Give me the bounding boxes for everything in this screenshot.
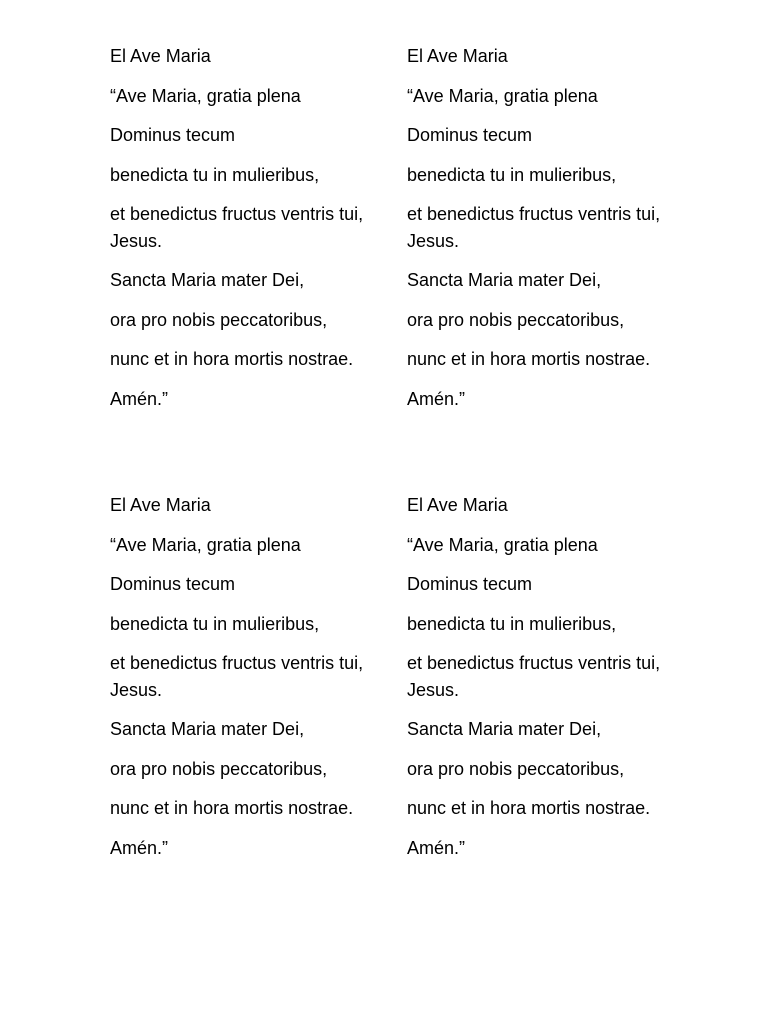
prayer-line: benedicta tu in mulieribus, <box>110 613 320 634</box>
prayer-line: “Ave Maria, gratia plena <box>407 85 598 106</box>
prayer-line: Amén.” <box>110 837 169 858</box>
prayer-line: ora pro nobis peccatoribus, <box>407 309 625 330</box>
prayer-line: Sancta Maria mater Dei, <box>407 719 602 739</box>
prayer-line: “Ave Maria, gratia plena <box>110 534 301 555</box>
prayer-line: Sancta Maria mater Dei, <box>110 719 305 739</box>
prayer-line: “Ave Maria, gratia plena <box>407 534 598 555</box>
prayer-line: Sancta Maria mater Dei, <box>407 270 602 290</box>
prayer-line: Amén.” <box>407 388 466 409</box>
prayer-title: El Ave Maria <box>407 495 508 515</box>
prayer-line: nunc et in hora mortis nostrae. <box>407 798 651 818</box>
prayer-line: ora pro nobis peccatoribus, <box>110 309 328 330</box>
prayer-line: “Ave Maria, gratia plena <box>110 85 301 106</box>
prayer-line: nunc et in hora mortis nostrae. <box>110 798 354 818</box>
prayer-block-bottom-right <box>407 492 667 861</box>
prayer-title: El Ave Maria <box>407 46 508 66</box>
prayer-block-bottom-left <box>110 492 370 861</box>
prayer-line: et benedictus fructus ventris tui, Jesus. <box>407 204 661 251</box>
prayer-line: Dominus tecum <box>110 125 236 145</box>
prayer-line: et benedictus fructus ventris tui, Jesus. <box>110 653 364 700</box>
prayer-line: benedicta tu in mulieribus, <box>407 164 617 185</box>
prayer-line: et benedictus fructus ventris tui, Jesus. <box>407 653 661 700</box>
prayer-line: Amén.” <box>407 837 466 858</box>
prayer-line: Amén.” <box>110 388 169 409</box>
prayer-line: Dominus tecum <box>407 574 533 594</box>
prayer-line: ora pro nobis peccatoribus, <box>407 758 625 779</box>
prayer-line: nunc et in hora mortis nostrae. <box>110 349 354 369</box>
prayer-line: Dominus tecum <box>110 574 236 594</box>
prayer-line: Dominus tecum <box>407 125 533 145</box>
prayer-title: El Ave Maria <box>110 495 211 515</box>
prayer-line: ora pro nobis peccatoribus, <box>110 758 328 779</box>
prayer-line: et benedictus fructus ventris tui, Jesus. <box>110 204 364 251</box>
prayer-block-top-left <box>110 43 370 412</box>
prayer-line: benedicta tu in mulieribus, <box>110 164 320 185</box>
prayer-block-top-right <box>407 43 667 412</box>
prayer-line: nunc et in hora mortis nostrae. <box>407 349 651 369</box>
prayer-line: Sancta Maria mater Dei, <box>110 270 305 290</box>
prayer-line: benedicta tu in mulieribus, <box>407 613 617 634</box>
prayer-title: El Ave Maria <box>110 46 211 66</box>
